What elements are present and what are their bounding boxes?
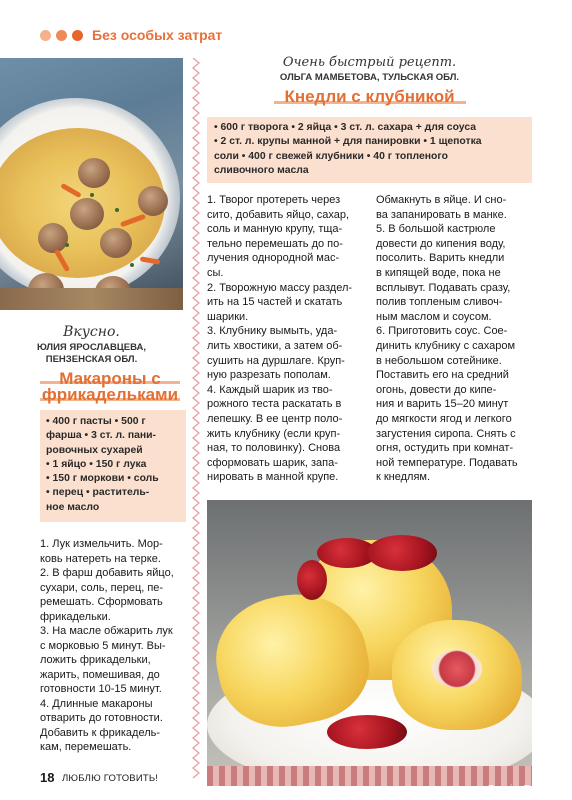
- left-title-line1: Макароны с: [59, 369, 161, 388]
- right-steps-column-2: [376, 193, 536, 485]
- meatball: [100, 228, 132, 258]
- step-line: к кнедлям.: [376, 471, 431, 484]
- step-line: ремешать. Сформовать: [40, 596, 163, 608]
- ingredient-line: ное масло: [46, 501, 100, 513]
- step-line: огня, остудить при комнат-: [376, 442, 514, 455]
- zigzag-divider: [191, 58, 201, 780]
- step-line: динить клубнику с сахаром: [376, 339, 516, 352]
- step-line: нировать в манной крупе.: [207, 471, 339, 484]
- jam-sauce: [327, 715, 407, 749]
- doily: [207, 766, 532, 786]
- step-line: 3. Клубнику вымыть, уда-: [207, 325, 338, 338]
- step-line: отварить до готовности.: [40, 712, 163, 724]
- step-line: жить клубнику (если круп-: [207, 427, 341, 440]
- step-line: соль и манную крупу, тща-: [207, 223, 343, 236]
- ingredient-line: сливочного масла: [214, 164, 309, 176]
- step-line: лить хвостики, а затем об-: [207, 339, 343, 352]
- ingredient-line: • 400 г пасты • 500 г: [46, 416, 146, 427]
- page-number: 18: [40, 770, 55, 785]
- step-line: 4. Каждый шарик из тво-: [207, 383, 333, 396]
- herb: [65, 243, 69, 247]
- header-dot-1: [40, 30, 51, 41]
- magazine-name: ЛЮБЛЮ ГОТОВИТЬ!: [62, 773, 159, 784]
- meatball: [138, 186, 168, 216]
- right-ingredients-box: [207, 117, 532, 183]
- step-line: 4. Длинные макароны: [40, 697, 153, 710]
- step-line: всплывут. Подавать сразу,: [376, 281, 511, 294]
- right-author: ОЛЬГА МАМБЕТОВА, ТУЛЬСКАЯ ОБЛ.: [279, 72, 460, 83]
- step-line: 6. Приготовить соус. Сое-: [376, 325, 508, 338]
- section-title: Без особых затрат: [92, 27, 223, 43]
- ingredient-line: фарша • 3 ст. л. пани-: [46, 430, 157, 442]
- step-line: 1. Лук измельчить. Мор-: [40, 538, 163, 550]
- step-line: 2. Творожную массу раздел-: [207, 281, 353, 294]
- step-line: ной температуре. Подавать: [376, 456, 518, 469]
- herb: [90, 193, 94, 197]
- step-line: рожного теста раскатать в: [207, 398, 342, 411]
- step-line: сито, добавить яйцо, сахар,: [207, 208, 350, 221]
- step-line: кам, перемешать.: [40, 741, 132, 753]
- left-author-line1: ЮЛИЯ ЯРОСЛАВЦЕВА,: [37, 342, 146, 353]
- step-line: готовности 10-15 минут.: [40, 683, 162, 695]
- herb: [130, 263, 134, 267]
- meatball: [38, 223, 68, 253]
- ingredient-line: ровочных сухарей: [46, 444, 143, 456]
- step-line: в небольшом сотейнике.: [376, 354, 502, 367]
- left-steps: [40, 537, 190, 755]
- meatball: [70, 198, 104, 230]
- step-line: ную разрезать пополам.: [207, 369, 331, 382]
- ingredient-line: • 2 ст. л. крупы манной + для панировки • 1 щепотка: [214, 136, 482, 148]
- step-line: полив топленым сливоч-: [376, 296, 503, 309]
- watermark: PassionForum.ru: [487, 784, 564, 795]
- dumplings-photo: [207, 500, 532, 786]
- step-line: довести до кипения воду,: [376, 237, 506, 250]
- step-line: 3. На масле обжарить лук: [40, 625, 173, 637]
- ingredient-line: • 600 г творога • 2 яйца • 3 ст. л. сахара + для соуса: [214, 122, 476, 133]
- step-line: огонь, довести до кипе-: [376, 383, 497, 396]
- step-line: в кипящей воде, пока не: [376, 266, 501, 279]
- ingredient-line: • 150 г моркови • соль: [46, 473, 159, 485]
- step-line: лепешку. В ее центр поло-: [207, 412, 343, 425]
- step-line: сухари, соль, перец, пе-: [40, 581, 164, 594]
- ingredient-line: • перец • раститель-: [46, 487, 150, 499]
- step-line: ковь натереть на терке.: [40, 552, 161, 565]
- left-title-line2: фрикадельками: [41, 385, 179, 404]
- step-line: сы.: [207, 266, 224, 279]
- pasta-meatballs-photo: [0, 58, 183, 310]
- step-line: 1. Творог протереть через: [207, 194, 341, 206]
- step-line: 5. В большой кастрюле: [376, 223, 496, 236]
- step-line: ва запанировать в манке.: [376, 208, 507, 221]
- step-line: 2. В фарш добавить яйцо,: [40, 567, 174, 579]
- step-line: лучения однородной мас-: [207, 252, 340, 265]
- step-line: с морковью 5 минут. Вы-: [40, 639, 166, 652]
- herb: [115, 208, 119, 212]
- meatball: [78, 158, 110, 188]
- step-line: шарики.: [207, 310, 249, 323]
- step-line: ить на 15 частей и скатать: [207, 296, 343, 309]
- step-line: ния и варить 15–20 минут: [376, 398, 509, 411]
- step-line: ложить фрикадельки,: [40, 654, 151, 666]
- right-title: Кнедли с клубникой: [284, 87, 455, 106]
- step-line: Добавить к фрикадель-: [40, 726, 161, 739]
- step-line: посолить. Варить кнедли: [376, 252, 505, 265]
- step-line: Поставить его на средний: [376, 369, 509, 382]
- header-dot-3: [72, 30, 83, 41]
- step-line: сушить на дуршлаге. Круп-: [207, 354, 345, 367]
- step-line: до мягкости ягод и легкого: [376, 412, 512, 425]
- step-line: Обмакнуть в яйце. И сно-: [376, 194, 507, 206]
- step-line: ная, то половинку). Снова: [207, 442, 341, 455]
- left-author-line2: ПЕНЗЕНСКАЯ ОБЛ.: [45, 354, 138, 365]
- step-line: ным маслом и соусом.: [376, 310, 492, 323]
- header-dot-2: [56, 30, 67, 41]
- section-header: [40, 26, 222, 44]
- ingredient-line: соли • 400 г свежей клубники • 40 г топленого: [214, 150, 448, 162]
- ingredient-line: • 1 яйцо • 150 г лука: [46, 458, 147, 470]
- step-line: жарить, помешивая, до: [40, 668, 160, 681]
- step-line: загустения сиропа. Снять с: [376, 427, 516, 440]
- jam-sauce: [297, 560, 327, 600]
- strawberry-filling: [432, 650, 482, 688]
- right-tagline: Очень быстрый рецепт.: [282, 55, 457, 70]
- step-line: сформовать шарик, запа-: [207, 456, 338, 469]
- left-tagline: Вкусно.: [63, 324, 120, 340]
- left-ingredients-box: [40, 410, 186, 522]
- wooden-board: [0, 288, 183, 310]
- jam-sauce: [367, 535, 437, 571]
- step-line: фрикадельки.: [40, 610, 111, 623]
- right-steps-column-1: [207, 193, 371, 485]
- step-line: тельно перемешать до по-: [207, 237, 343, 250]
